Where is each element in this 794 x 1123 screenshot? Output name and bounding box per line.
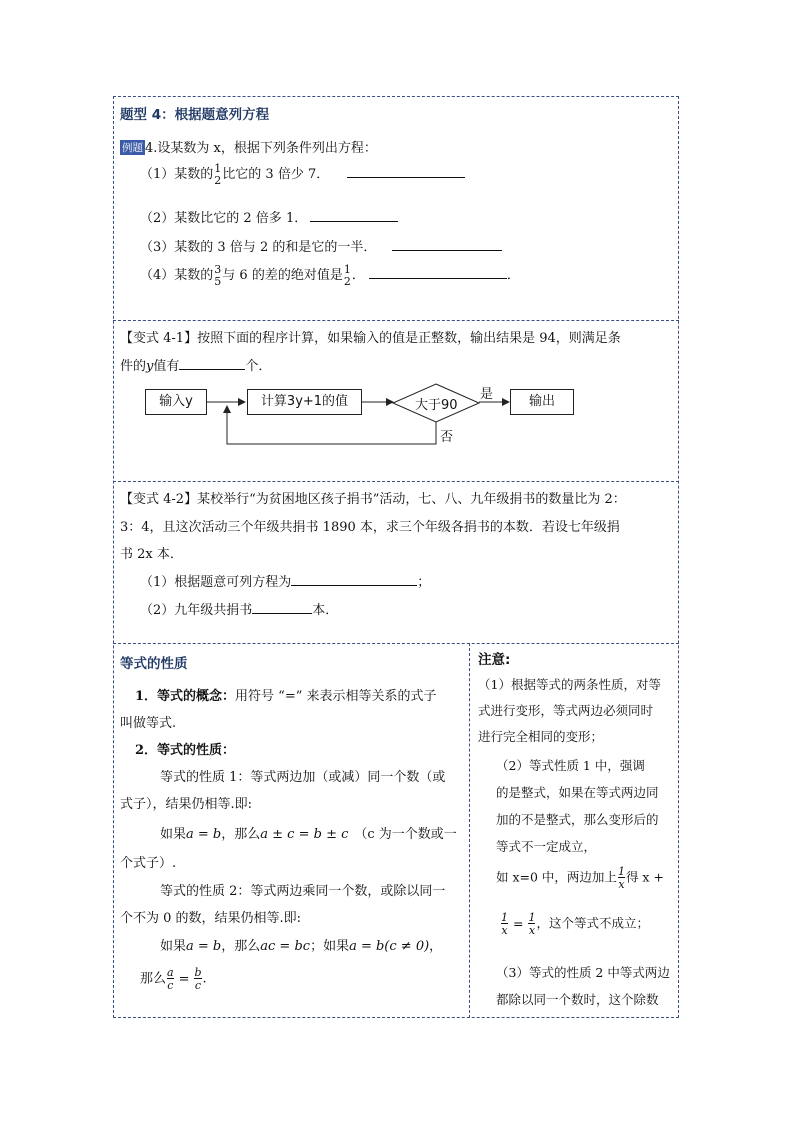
prop2-frac-b-c: [194, 967, 201, 991]
prop1-if: 如果: [160, 827, 187, 842]
prop2-comma: ，: [429, 939, 443, 954]
note2-frac-3: [528, 912, 535, 936]
variant-4-2-q1: [140, 571, 430, 590]
concept-line2: 叫做等式.: [120, 716, 177, 731]
note1-line2: 式进行变形，等式两边必须同时: [478, 703, 654, 718]
v41-line2-b: 值有: [153, 359, 180, 374]
note2-line1: （2）等式性质 1 中，强调: [496, 758, 645, 773]
note3-line1: （3）等式的性质 2 中等式两边: [496, 965, 670, 980]
v41-line2-a: 件的: [120, 359, 147, 374]
prop2-frac1-num: a: [167, 966, 174, 979]
q4-mid: 与 6 的差的绝对值是: [222, 268, 343, 283]
note2-frac-2: [501, 912, 508, 936]
note2-frac2-num: 1: [501, 911, 508, 924]
concept-text: 用符号 “=” 来表示相等关系的式子: [235, 689, 437, 704]
note2-frac1-den: x: [618, 878, 625, 891]
section-title: 题型 4：根据题意列方程: [120, 107, 270, 123]
prop2-ab: a = b: [186, 939, 222, 954]
example-tag: 例题: [122, 142, 143, 154]
q4-frac2-den: 2: [343, 275, 351, 288]
prop2-line1: 等式的性质 2：等式两边乘同一个数，或除以同一: [160, 884, 446, 899]
prop1-ab: a = b: [186, 827, 222, 842]
note2-frac1-num: 1: [617, 865, 625, 878]
note2-example: [496, 866, 664, 890]
prop2-conclusion: [140, 967, 207, 991]
note1-line3: 进行完全相同的变形；: [478, 729, 604, 744]
properties-label: 2．等式的性质：: [135, 743, 236, 758]
variant-4-2-q2: [140, 599, 338, 618]
v42-q2-end: 本．: [312, 603, 339, 618]
variant-4-2-line2: 3：4，且这次活动三个年级共捐书 1890 本，求三个年级各捐书的本数．若设七年级捐: [120, 520, 620, 535]
note2-ex-b: 得 x +: [625, 869, 664, 885]
q4-tail: ．: [506, 268, 520, 283]
note2-eqsign: =: [513, 915, 524, 931]
prop2-cond: a = b(c ≠ 0): [349, 939, 430, 954]
v42-q2-text: （2）九年级共捐书: [140, 603, 253, 618]
prop1-formula: [160, 823, 457, 842]
q3-text: （3）某数的 3 倍与 2 的和是它的一半．: [140, 240, 377, 255]
q4-frac1-num: 3: [214, 263, 222, 276]
note3-line2: 都除以同一个数时，这个除数: [496, 992, 659, 1007]
note2-ex2-text: ，这个等式不成立；: [536, 915, 649, 931]
flow-compute-box: 计算3y+1的值: [247, 389, 362, 415]
q4-frac2-num: 1: [343, 263, 351, 276]
prop2-line2: 个不为 0 的数，结果仍相等.即:: [120, 911, 302, 926]
q1-frac-den: 2: [214, 174, 222, 187]
v42-q2-blank[interactable]: [252, 601, 312, 614]
q1-prefix: （1）某数的: [140, 167, 214, 182]
flow-output-box: 输出: [510, 389, 574, 415]
concept-label: 1．等式的概念：: [135, 689, 236, 704]
prop1-line4: 个式子）.: [120, 856, 177, 871]
prop1-line2: 式子），结果仍相等.即:: [120, 797, 253, 812]
prop2-eq: ac = bc: [260, 939, 311, 954]
note2-ex-a: 如 x=0 中，两边加上: [496, 869, 617, 885]
v42-q1-text: （1）根据题意可列方程为: [140, 575, 292, 590]
prop1-eq: a ± c = b ± c: [260, 827, 349, 842]
concept-line: [135, 685, 437, 704]
properties-title: 等式的性质: [120, 656, 188, 672]
variant-4-2-line1: 【变式 4-2】某校举行“为贫困地区孩子捐书”活动，七、八、九年级捐书的数量比为 2：: [120, 492, 626, 507]
prop1-note: （c 为一个数或一: [354, 827, 457, 842]
q2-text: （2）某数比它的 2 倍多 1．: [140, 211, 308, 226]
q4-prefix: （4）某数的: [140, 268, 214, 283]
flow-input-box: 输入y: [145, 389, 207, 415]
prop2-then: ，那么: [221, 939, 261, 954]
v41-var: y: [146, 359, 154, 374]
v42-q1-end: ；: [417, 575, 431, 590]
prop2-end: .: [202, 971, 207, 987]
note2-frac2-den: x: [501, 924, 508, 937]
note2-frac3-num: 1: [528, 911, 536, 924]
note2-frac-1: [618, 866, 625, 890]
prop2-frac2-num: b: [194, 966, 202, 979]
q4-end: ．: [351, 268, 365, 283]
note2-line3: 加的不是整式，那么变形后的: [496, 812, 659, 827]
example-text: 4.设某数为 x，根据下列条件列出方程：: [145, 141, 377, 156]
variant-4-1-line1: 【变式 4-1】按照下面的程序计算，如果输入的值是正整数，输出结果是 94，则满足条: [120, 331, 621, 346]
note2-line2: 的是整式，如果在等式两边同: [496, 785, 659, 800]
v41-line2-c: 个．: [245, 359, 272, 374]
variant-4-2-line3: 书 2x 本．: [120, 547, 183, 562]
prop1-line1: 等式的性质 1：等式两边加（或减）同一个数（或: [160, 770, 446, 785]
notes-title: 注意:: [478, 652, 511, 668]
prop2-frac1-den: c: [167, 979, 174, 992]
prop2-if2: ；如果: [310, 939, 350, 954]
prop2-then2: 那么: [140, 971, 167, 987]
flow-no-label: 否: [440, 430, 454, 445]
q1-frac-num: 1: [214, 162, 222, 175]
flow-decision-label: 大于90: [415, 398, 458, 413]
flow-yes-label: 是: [480, 387, 494, 402]
q1-suffix: 比它的 3 倍少 7．: [222, 167, 330, 182]
v42-q1-blank[interactable]: [291, 573, 417, 586]
note1-line1: （1）根据等式的两条性质，对等: [478, 677, 661, 692]
q4-frac1-den: 5: [214, 275, 222, 288]
prop2-eqsign: =: [178, 971, 190, 987]
prop2-frac2-den: c: [194, 979, 202, 992]
prop1-then: ，那么: [221, 827, 261, 842]
prop2-if: 如果: [160, 939, 187, 954]
prop2-frac-a-c: [167, 967, 174, 991]
note2-example2: [500, 912, 649, 936]
note2-line4: 等式不一定成立，: [496, 839, 597, 854]
note2-frac3-den: x: [528, 924, 536, 937]
prop2-formula: [160, 935, 442, 954]
